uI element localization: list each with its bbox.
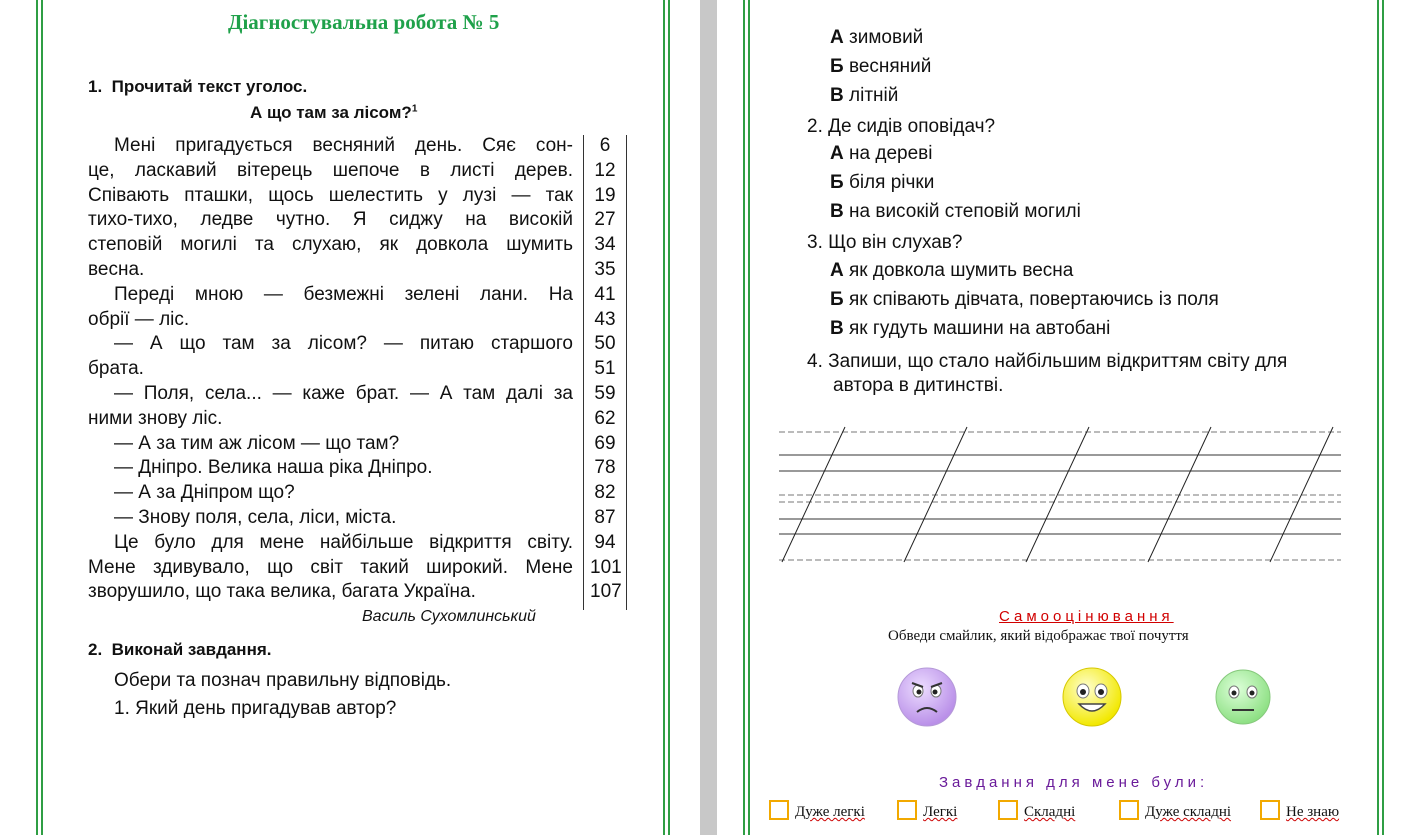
- task1-heading: [88, 77, 307, 97]
- difficulty-checkbox[interactable]: [897, 800, 917, 820]
- story-line: обрії — ліс.: [88, 308, 190, 330]
- word-count: 59: [594, 383, 616, 404]
- story-line: Переді мною — безмежні зелені лани. На: [114, 283, 573, 305]
- q1-options-option[interactable]: [830, 85, 898, 107]
- q2-options-option[interactable]: [830, 172, 934, 194]
- option-text: літній: [849, 85, 899, 106]
- option-text: як співають дівчата, повертаючись із поля: [848, 289, 1219, 310]
- option-text: зимовий: [849, 27, 924, 48]
- option-letter: Б: [830, 172, 844, 193]
- option-letter: А: [830, 260, 844, 281]
- story-title-text: А що там за лісом?: [250, 103, 412, 122]
- story-line: це, ласкавий вітерець шепоче в листі дерев.: [88, 159, 573, 181]
- task1-instruction: Прочитай текст уголос.: [111, 77, 308, 96]
- story-line: степовій могилі та слухаю, як довкола шумить: [88, 234, 573, 256]
- word-count: 43: [594, 308, 616, 330]
- story-line: — Знову поля, села, ліси, міста.: [114, 507, 397, 528]
- q3-options-option[interactable]: [830, 289, 1219, 311]
- task2-subinstruction: Обери та познач правильну відповідь.: [114, 670, 452, 691]
- difficulty-label: Не знаю: [1286, 804, 1340, 820]
- story-line: — А за тим аж лісом — що там?: [114, 432, 400, 454]
- story-title: [250, 103, 417, 123]
- story-line: — А за Дніпром що?: [114, 482, 295, 504]
- story-footnote-mark: 1: [411, 103, 418, 115]
- word-count: 27: [594, 209, 616, 231]
- task2-number: 2.: [88, 640, 103, 659]
- difficulty-label: Легкі: [923, 804, 958, 820]
- left-page: [0, 0, 700, 835]
- story-line: Мені пригадується весняний день. Сяє сон-: [114, 135, 573, 156]
- difficulty-checkbox[interactable]: [1260, 800, 1280, 820]
- page-border-right-1: [663, 0, 665, 835]
- story-line: — Поля, села... — каже брат. — А там далі за: [114, 383, 573, 404]
- sad-smiley-icon[interactable]: [896, 666, 958, 728]
- question-4-line1: 4. Запиши, що стало найбільшим відкриттям світу для: [807, 351, 1288, 372]
- page-gap: [700, 0, 717, 835]
- option-letter: А: [830, 143, 844, 164]
- task2-heading: [88, 640, 272, 660]
- difficulty-label: Дуже складні: [1145, 804, 1232, 820]
- option-letter: Б: [830, 56, 844, 77]
- option-text: біля річки: [848, 172, 935, 193]
- word-count: 35: [594, 259, 616, 280]
- story-line: Співають пташки, щось шелестить у лузі — так: [88, 184, 573, 206]
- word-count-bar-left: [583, 135, 584, 610]
- self-assessment-instruction: Обведи смайлик, який відображає твої почуття: [888, 628, 1189, 644]
- question-1: 1. Який день пригадував автор?: [114, 698, 397, 719]
- word-count: 34: [594, 234, 616, 256]
- word-count: 78: [594, 457, 616, 479]
- difficulty-label: Складні: [1024, 804, 1076, 820]
- story-line: брата.: [88, 358, 144, 380]
- difficulty-checkbox[interactable]: [1119, 800, 1139, 820]
- option-letter: В: [830, 201, 844, 222]
- page-border-right-2: [1382, 0, 1384, 835]
- question-4-line2: автора в дитинстві.: [833, 375, 1004, 396]
- page-border-right-2: [668, 0, 670, 835]
- story-line: зворушило, що така велика, багата Україна.: [88, 581, 476, 603]
- difficulty-label: Дуже легкі: [795, 804, 865, 820]
- option-text: весняний: [848, 56, 932, 77]
- story-line: весна.: [88, 259, 145, 280]
- story-author: Василь Сухомлинський: [362, 608, 536, 625]
- story-line: — Дніпро. Велика наша ріка Дніпро.: [114, 457, 433, 479]
- word-count: 101: [590, 556, 622, 578]
- q3-options-option[interactable]: [830, 318, 1110, 340]
- q3-options-option[interactable]: [830, 260, 1073, 282]
- q2-options-option[interactable]: [830, 143, 932, 165]
- word-count: 12: [594, 159, 616, 181]
- option-letter: А: [830, 27, 844, 48]
- story-line: тихо-тихо, ледве чутно. Я сиджу на високій: [88, 209, 573, 231]
- q1-options-option[interactable]: [830, 27, 923, 49]
- word-count: 69: [594, 432, 616, 454]
- difficulty-checkbox[interactable]: [769, 800, 789, 820]
- word-count-bar-right: [626, 135, 627, 610]
- word-count: 82: [594, 482, 616, 504]
- word-count: 50: [594, 333, 616, 355]
- option-text: на високій степовій могилі: [849, 201, 1081, 222]
- neutral-smiley-icon[interactable]: [1214, 668, 1272, 726]
- page-border-left-1: [743, 0, 745, 835]
- option-letter: Б: [830, 289, 844, 310]
- task2-instruction: Виконай завдання.: [111, 640, 272, 659]
- word-count: 19: [594, 184, 616, 206]
- tasks-were-title: Завдання для мене були:: [939, 774, 1209, 791]
- happy-smiley-icon[interactable]: [1061, 666, 1123, 728]
- story-line: Це було для мене найбільше відкриття світу.: [114, 531, 573, 553]
- word-count: 87: [594, 507, 616, 528]
- writing-lines[interactable]: [777, 425, 1343, 565]
- page-title: Діагностувальна робота № 5: [228, 10, 500, 34]
- word-count: 6: [599, 135, 611, 156]
- word-count: 107: [590, 581, 622, 603]
- page-border-right-1: [1377, 0, 1379, 835]
- self-assessment-title: Самооцінювання: [999, 608, 1174, 625]
- task1-number: 1.: [88, 77, 103, 96]
- q1-options-option[interactable]: [830, 56, 931, 78]
- difficulty-checkbox[interactable]: [998, 800, 1018, 820]
- word-count: 51: [594, 358, 616, 380]
- option-letter: В: [830, 318, 844, 339]
- q2-options-option[interactable]: [830, 201, 1081, 223]
- page-border-left-2: [41, 0, 43, 835]
- word-count: 41: [594, 283, 616, 305]
- question-3: 3. Що він слухав?: [807, 232, 963, 253]
- page-border-left-2: [748, 0, 750, 835]
- option-text: як довкола шумить весна: [849, 260, 1074, 281]
- word-count: 62: [594, 407, 616, 429]
- option-text: як гудуть машини на автобані: [849, 318, 1111, 339]
- word-count: 94: [594, 531, 616, 553]
- option-letter: В: [830, 85, 844, 106]
- story-line: — А що там за лісом? — питаю старшого: [114, 333, 573, 355]
- story-line: ними знову ліс.: [88, 407, 223, 429]
- page-border-left-1: [36, 0, 38, 835]
- right-page: [717, 0, 1405, 835]
- question-2: 2. Де сидів оповідач?: [807, 116, 996, 137]
- story-line: Мене здивувало, що світ такий широкий. Мене: [88, 556, 573, 578]
- option-text: на дереві: [849, 143, 933, 164]
